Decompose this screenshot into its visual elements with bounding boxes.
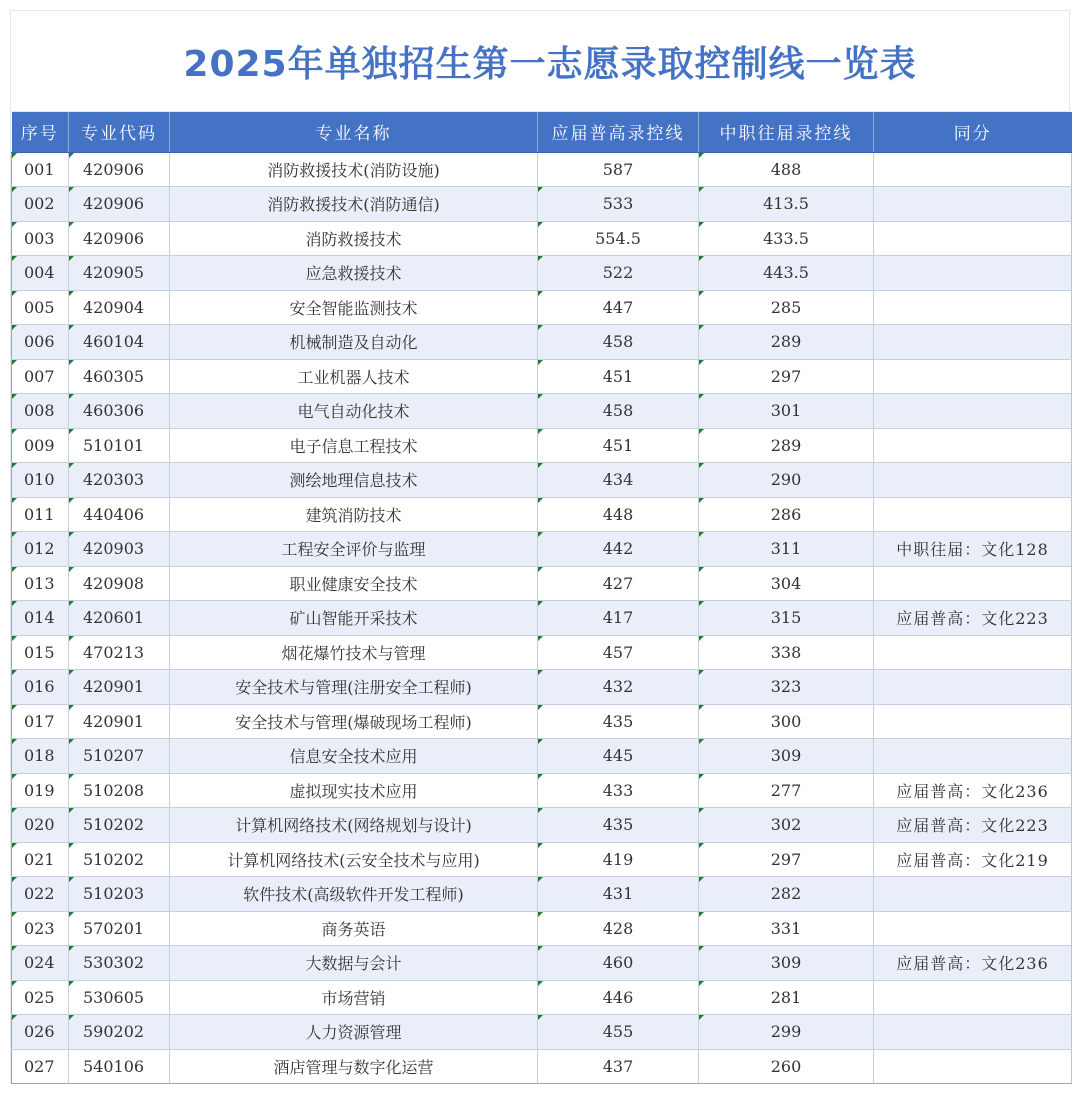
cell-vocational-line: 309 [699, 739, 874, 774]
cell-tie-rule [874, 290, 1072, 325]
cell-major-code: 530605 [69, 980, 170, 1015]
cell-serial: 020 [12, 808, 69, 843]
cell-general-line: 428 [538, 911, 699, 946]
cell-serial: 011 [12, 497, 69, 532]
cell-major-code: 460104 [69, 325, 170, 360]
cell-general-line: 434 [538, 463, 699, 498]
cell-major-name: 职业健康安全技术 [170, 566, 538, 601]
cell-major-code: 420601 [69, 601, 170, 636]
cell-tie-rule [874, 187, 1072, 222]
cell-tie-rule [874, 152, 1072, 187]
cell-vocational-line: 304 [699, 566, 874, 601]
cell-major-code: 510101 [69, 428, 170, 463]
table-row [12, 1015, 1072, 1050]
cell-major-code: 510202 [69, 842, 170, 877]
cell-major-name: 信息安全技术应用 [170, 739, 538, 774]
cell-major-name: 矿山智能开采技术 [170, 601, 538, 636]
table-row [12, 980, 1072, 1015]
table-row [12, 221, 1072, 256]
cell-tie-rule [874, 256, 1072, 291]
cell-serial: 003 [12, 221, 69, 256]
cell-serial: 016 [12, 670, 69, 705]
cell-general-line: 435 [538, 808, 699, 843]
title-area [11, 11, 1069, 112]
header-code: 专业代码 [69, 112, 170, 152]
cell-major-code: 590202 [69, 1015, 170, 1050]
cell-major-name: 安全智能监测技术 [170, 290, 538, 325]
cell-major-name: 大数据与会计 [170, 946, 538, 981]
cell-tie-rule [874, 739, 1072, 774]
cell-tie-rule [874, 497, 1072, 532]
cell-major-code: 530302 [69, 946, 170, 981]
cell-major-name: 应急救援技术 [170, 256, 538, 291]
cell-serial: 007 [12, 359, 69, 394]
cell-serial: 021 [12, 842, 69, 877]
cell-serial: 018 [12, 739, 69, 774]
cell-general-line: 437 [538, 1049, 699, 1084]
cell-serial: 009 [12, 428, 69, 463]
cell-tie-rule [874, 670, 1072, 705]
cell-general-line: 442 [538, 532, 699, 567]
cell-general-line: 460 [538, 946, 699, 981]
cell-major-name: 计算机网络技术(云安全技术与应用) [170, 842, 538, 877]
header-name: 专业名称 [170, 112, 538, 152]
cell-tie-rule: 应届普高：文化219 [874, 842, 1072, 877]
cell-serial: 002 [12, 187, 69, 222]
cell-general-line: 451 [538, 359, 699, 394]
cell-serial: 019 [12, 773, 69, 808]
cell-major-name: 消防救援技术(消防设施) [170, 152, 538, 187]
cell-major-name: 建筑消防技术 [170, 497, 538, 532]
cell-general-line: 446 [538, 980, 699, 1015]
table-row [12, 532, 1072, 567]
cell-major-name: 安全技术与管理(爆破现场工程师) [170, 704, 538, 739]
table-row [12, 739, 1072, 774]
header-row [12, 112, 1072, 152]
table-row [12, 946, 1072, 981]
cell-serial: 001 [12, 152, 69, 187]
cell-general-line: 455 [538, 1015, 699, 1050]
cell-serial: 013 [12, 566, 69, 601]
cell-vocational-line: 299 [699, 1015, 874, 1050]
cell-tie-rule [874, 221, 1072, 256]
table-row [12, 877, 1072, 912]
cell-major-name: 电气自动化技术 [170, 394, 538, 429]
table-row [12, 704, 1072, 739]
cell-tie-rule [874, 1015, 1072, 1050]
cell-vocational-line: 413.5 [699, 187, 874, 222]
cell-general-line: 435 [538, 704, 699, 739]
cell-major-code: 460306 [69, 394, 170, 429]
table-row [12, 911, 1072, 946]
cell-major-code: 420303 [69, 463, 170, 498]
table-row [12, 808, 1072, 843]
cell-major-code: 510203 [69, 877, 170, 912]
cell-vocational-line: 331 [699, 911, 874, 946]
page-title: 2025年单独招生第一志愿录取控制线一览表 [183, 43, 917, 85]
cell-serial: 006 [12, 325, 69, 360]
cell-serial: 010 [12, 463, 69, 498]
cell-major-code: 510202 [69, 808, 170, 843]
cell-vocational-line: 433.5 [699, 221, 874, 256]
cell-vocational-line: 289 [699, 325, 874, 360]
cell-general-line: 417 [538, 601, 699, 636]
cell-major-code: 510208 [69, 773, 170, 808]
cell-vocational-line: 443.5 [699, 256, 874, 291]
cell-general-line: 458 [538, 394, 699, 429]
table-row [12, 394, 1072, 429]
cell-vocational-line: 315 [699, 601, 874, 636]
cell-general-line: 427 [538, 566, 699, 601]
cell-vocational-line: 286 [699, 497, 874, 532]
admission-table [11, 112, 1072, 1084]
cell-major-code: 540106 [69, 1049, 170, 1084]
cell-serial: 004 [12, 256, 69, 291]
admission-sheet [10, 10, 1070, 1084]
cell-general-line: 447 [538, 290, 699, 325]
cell-major-name: 机械制造及自动化 [170, 325, 538, 360]
table-row [12, 497, 1072, 532]
table-row [12, 601, 1072, 636]
cell-major-name: 测绘地理信息技术 [170, 463, 538, 498]
cell-major-code: 420901 [69, 704, 170, 739]
cell-vocational-line: 323 [699, 670, 874, 705]
table-row [12, 256, 1072, 291]
cell-major-name: 工业机器人技术 [170, 359, 538, 394]
cell-tie-rule [874, 704, 1072, 739]
cell-general-line: 419 [538, 842, 699, 877]
cell-major-name: 工程安全评价与监理 [170, 532, 538, 567]
table-row [12, 1049, 1072, 1084]
cell-major-name: 烟花爆竹技术与管理 [170, 635, 538, 670]
cell-tie-rule [874, 1049, 1072, 1084]
cell-major-name: 安全技术与管理(注册安全工程师) [170, 670, 538, 705]
cell-major-name: 虚拟现实技术应用 [170, 773, 538, 808]
cell-serial: 008 [12, 394, 69, 429]
table-row [12, 635, 1072, 670]
cell-vocational-line: 488 [699, 152, 874, 187]
cell-vocational-line: 338 [699, 635, 874, 670]
cell-tie-rule [874, 428, 1072, 463]
cell-vocational-line: 301 [699, 394, 874, 429]
cell-vocational-line: 290 [699, 463, 874, 498]
cell-major-code: 420901 [69, 670, 170, 705]
table-row [12, 325, 1072, 360]
cell-major-code: 510207 [69, 739, 170, 774]
cell-general-line: 448 [538, 497, 699, 532]
cell-vocational-line: 277 [699, 773, 874, 808]
cell-major-code: 420905 [69, 256, 170, 291]
cell-tie-rule [874, 359, 1072, 394]
cell-serial: 005 [12, 290, 69, 325]
cell-general-line: 445 [538, 739, 699, 774]
cell-tie-rule: 应届普高：文化236 [874, 773, 1072, 808]
cell-major-code: 420906 [69, 187, 170, 222]
cell-major-code: 420908 [69, 566, 170, 601]
cell-serial: 014 [12, 601, 69, 636]
table-row [12, 290, 1072, 325]
cell-major-name: 消防救援技术 [170, 221, 538, 256]
cell-serial: 024 [12, 946, 69, 981]
cell-general-line: 451 [538, 428, 699, 463]
cell-tie-rule [874, 566, 1072, 601]
cell-major-name: 市场营销 [170, 980, 538, 1015]
table-row [12, 359, 1072, 394]
cell-general-line: 533 [538, 187, 699, 222]
table-row [12, 463, 1072, 498]
cell-vocational-line: 289 [699, 428, 874, 463]
cell-serial: 022 [12, 877, 69, 912]
cell-serial: 012 [12, 532, 69, 567]
cell-tie-rule [874, 980, 1072, 1015]
cell-vocational-line: 260 [699, 1049, 874, 1084]
cell-major-name: 软件技术(高级软件开发工程师) [170, 877, 538, 912]
table-row [12, 842, 1072, 877]
cell-tie-rule [874, 394, 1072, 429]
cell-tie-rule: 中职往届：文化128 [874, 532, 1072, 567]
cell-vocational-line: 285 [699, 290, 874, 325]
table-row [12, 566, 1072, 601]
cell-major-name: 消防救援技术(消防通信) [170, 187, 538, 222]
cell-tie-rule [874, 877, 1072, 912]
cell-major-name: 电子信息工程技术 [170, 428, 538, 463]
cell-vocational-line: 282 [699, 877, 874, 912]
cell-vocational-line: 300 [699, 704, 874, 739]
header-vocational-line: 中职往届录控线 [699, 112, 874, 152]
table-row [12, 152, 1072, 187]
cell-serial: 025 [12, 980, 69, 1015]
table-body [12, 152, 1072, 1084]
cell-general-line: 587 [538, 152, 699, 187]
cell-tie-rule: 应届普高：文化236 [874, 946, 1072, 981]
cell-general-line: 432 [538, 670, 699, 705]
cell-tie-rule: 应届普高：文化223 [874, 808, 1072, 843]
cell-major-code: 570201 [69, 911, 170, 946]
cell-general-line: 433 [538, 773, 699, 808]
cell-tie-rule [874, 325, 1072, 360]
table-row [12, 187, 1072, 222]
cell-serial: 023 [12, 911, 69, 946]
cell-serial: 015 [12, 635, 69, 670]
cell-major-code: 420906 [69, 221, 170, 256]
cell-major-code: 460305 [69, 359, 170, 394]
cell-major-code: 470213 [69, 635, 170, 670]
cell-serial: 027 [12, 1049, 69, 1084]
cell-general-line: 458 [538, 325, 699, 360]
cell-tie-rule: 应届普高：文化223 [874, 601, 1072, 636]
cell-general-line: 431 [538, 877, 699, 912]
cell-vocational-line: 297 [699, 359, 874, 394]
cell-vocational-line: 297 [699, 842, 874, 877]
header-tie-rule: 同分 [874, 112, 1072, 152]
table-row [12, 773, 1072, 808]
cell-major-code: 440406 [69, 497, 170, 532]
header-general-line: 应届普高录控线 [538, 112, 699, 152]
cell-vocational-line: 302 [699, 808, 874, 843]
cell-major-code: 420906 [69, 152, 170, 187]
cell-major-name: 人力资源管理 [170, 1015, 538, 1050]
cell-vocational-line: 281 [699, 980, 874, 1015]
cell-serial: 026 [12, 1015, 69, 1050]
header-no: 序号 [12, 112, 69, 152]
cell-major-name: 计算机网络技术(网络规划与设计) [170, 808, 538, 843]
cell-vocational-line: 311 [699, 532, 874, 567]
cell-tie-rule [874, 911, 1072, 946]
cell-serial: 017 [12, 704, 69, 739]
cell-general-line: 457 [538, 635, 699, 670]
cell-major-name: 酒店管理与数字化运营 [170, 1049, 538, 1084]
table-row [12, 428, 1072, 463]
cell-general-line: 522 [538, 256, 699, 291]
cell-major-code: 420903 [69, 532, 170, 567]
table-row [12, 670, 1072, 705]
cell-vocational-line: 309 [699, 946, 874, 981]
cell-tie-rule [874, 463, 1072, 498]
cell-major-name: 商务英语 [170, 911, 538, 946]
cell-general-line: 554.5 [538, 221, 699, 256]
cell-major-code: 420904 [69, 290, 170, 325]
cell-tie-rule [874, 635, 1072, 670]
